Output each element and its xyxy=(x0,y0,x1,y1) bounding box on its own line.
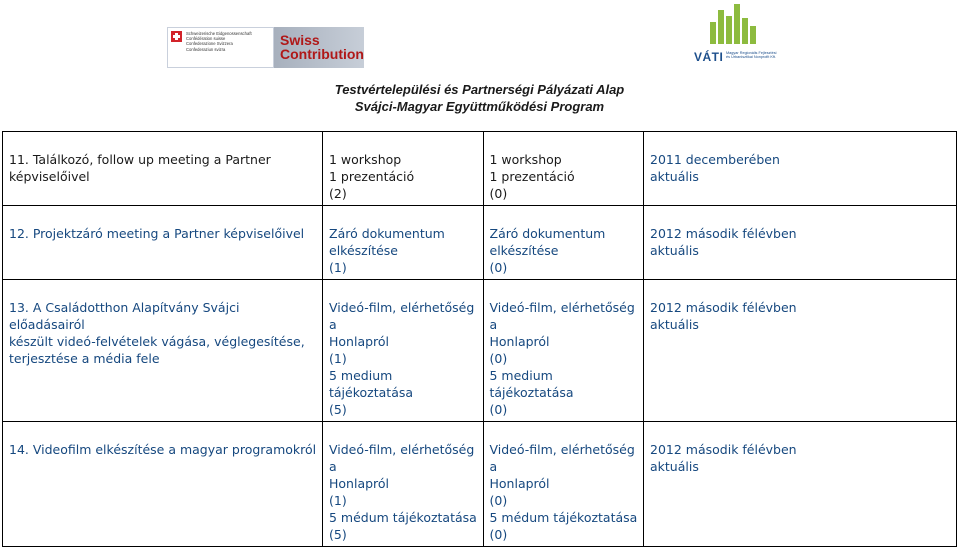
achieved-cell: Záró dokumentum elkészítése (0) xyxy=(483,206,644,280)
timing-cell: 2012 második félévben aktuális xyxy=(644,280,957,422)
planned-cell: Záró dokumentum elkészítése (1) xyxy=(323,206,484,280)
vati-subtitle: Magyar Regionális Fejlesztési és Urbanisztikai Nonprofit Kft. xyxy=(726,51,777,60)
planned-cell: Videó-film, elérhetőség a Honlapról (1) 5 medium tájékoztatása (5) xyxy=(323,280,484,422)
federation-names: Schweizerische Eidgenossenschaft Confédération suisse Confederazione Svizzera Confederaziun svizra xyxy=(186,31,252,52)
activity-cell: 12. Projektzáró meeting a Partner képviselőivel xyxy=(3,206,323,280)
swiss-cross-icon xyxy=(171,31,182,42)
document-title xyxy=(0,81,959,115)
timing-cell: 2012 második félévben aktuális xyxy=(644,422,957,547)
table-row xyxy=(3,422,957,547)
table-row xyxy=(3,132,957,206)
vati-logo xyxy=(692,4,786,70)
vati-bars-icon xyxy=(710,4,758,44)
achieved-cell: Videó-film, elérhetőség a Honlapról (0) 5 médum tájékoztatása (0) xyxy=(483,422,644,547)
achieved-cell: 1 workshop 1 prezentáció (0) xyxy=(483,132,644,206)
activity-cell: 11. Találkozó, follow up meeting a Partner képviselőivel xyxy=(3,132,323,206)
planned-cell: Videó-film, elérhetőség a Honlapról (1) 5 médum tájékoztatása (5) xyxy=(323,422,484,547)
vati-wordmark: VÁTI xyxy=(694,50,724,64)
swiss-confederation-block xyxy=(167,27,274,68)
timing-cell: 2012 második félévben aktuális xyxy=(644,206,957,280)
table-row xyxy=(3,280,957,422)
activity-cell: 13. A Családotthon Alapítvány Svájci előadásairól készült videó-felvételek vágása, véglegesítése, terjesztése a média fele xyxy=(3,280,323,422)
title-line-2: Svájci-Magyar Együttműködési Program xyxy=(354,99,605,114)
table-row xyxy=(3,206,957,280)
timing-cell: 2011 decemberében aktuális xyxy=(644,132,957,206)
activities-table xyxy=(2,131,957,547)
title-line-1: Testvértelepülési és Partnerségi Pályázati Alap xyxy=(334,82,625,97)
activity-cell: 14. Videofilm elkészítése a magyar programokról xyxy=(3,422,323,547)
achieved-cell: Videó-film, elérhetőség a Honlapról (0) 5 medium tájékoztatása (0) xyxy=(483,280,644,422)
swiss-contribution-logo xyxy=(167,27,364,68)
swiss-contribution-wordmark: Swiss Contribution xyxy=(274,27,364,68)
planned-cell: 1 workshop 1 prezentáció (2) xyxy=(323,132,484,206)
